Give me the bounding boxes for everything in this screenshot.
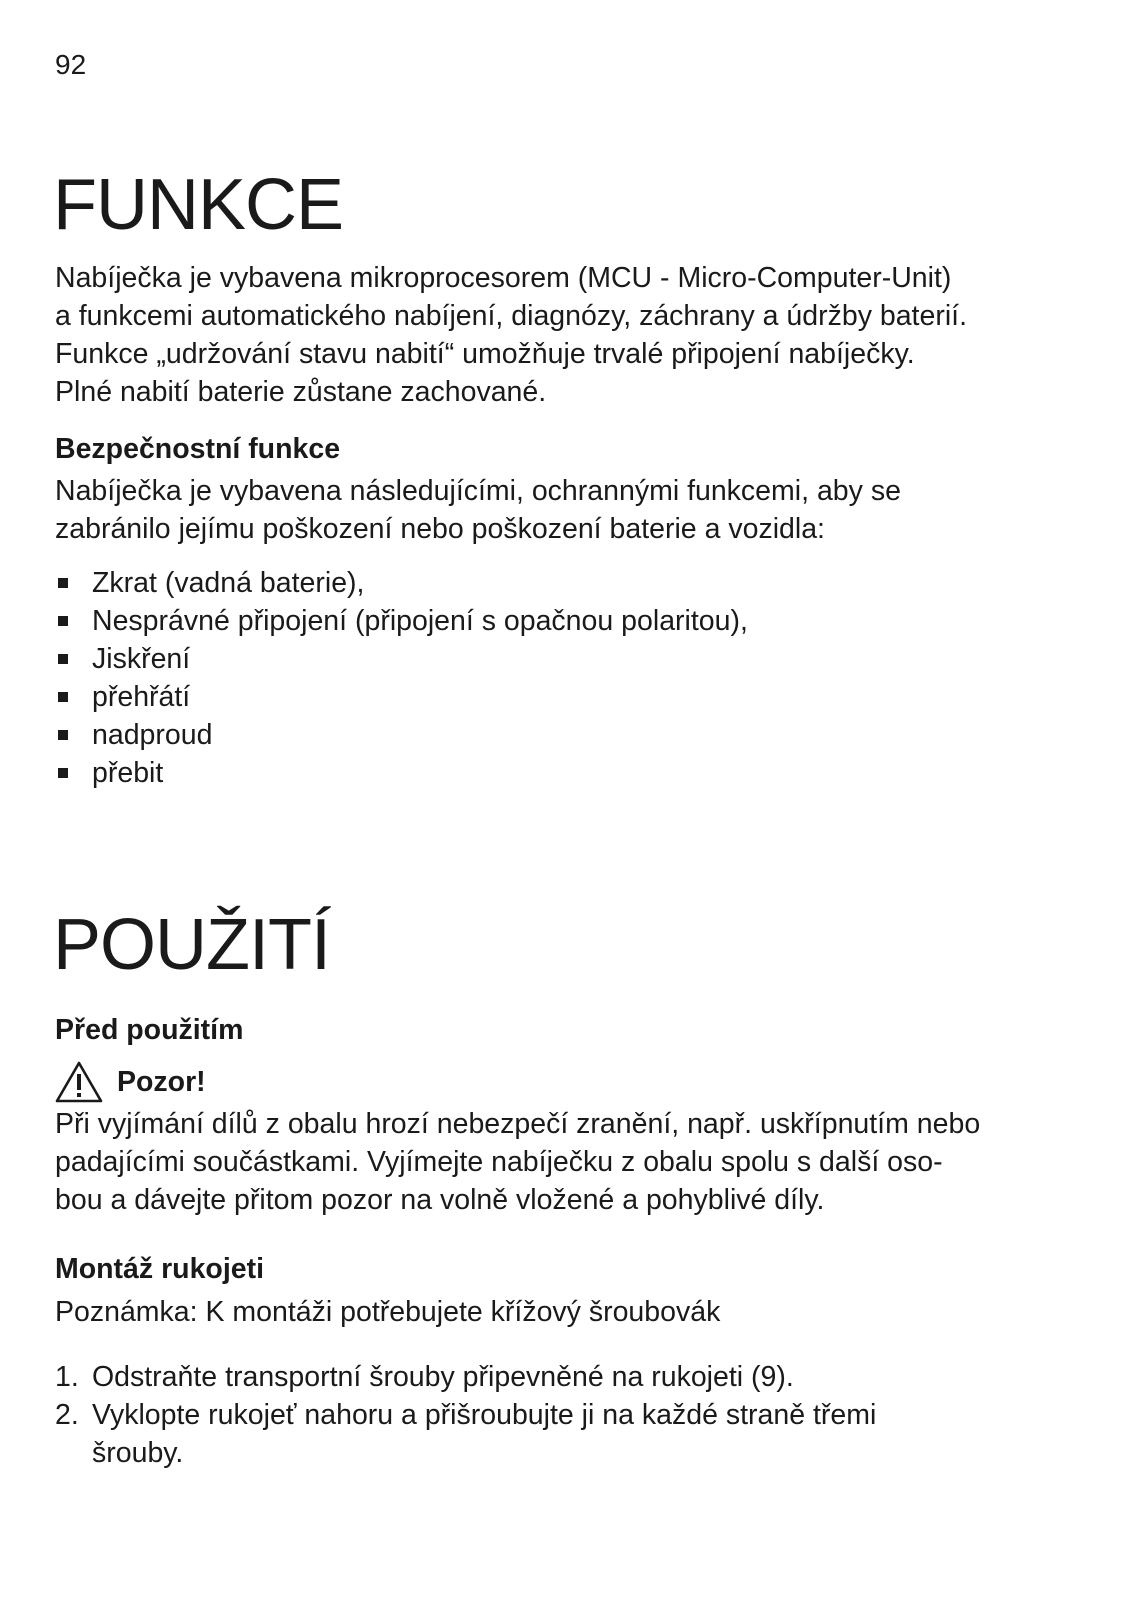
page-number: 92 <box>55 49 87 80</box>
paragraph-line: Nabíječka je vybavena mikroprocesorem (MCU - Micro-Computer-Unit) <box>55 262 952 294</box>
warning-label: Pozor! <box>117 1065 206 1098</box>
paragraph-line: Při vyjímání dílů z obalu hrozí nebezpečí zranění, např. uskřípnutím nebo <box>55 1108 981 1140</box>
square-bullet-icon <box>58 654 68 664</box>
step-item <box>55 1358 1095 1396</box>
list-item <box>55 754 748 792</box>
step-number: 1. <box>55 1361 79 1393</box>
list-item-text: Zkrat (vadná baterie), <box>92 567 365 599</box>
step-text: šrouby. <box>92 1437 184 1469</box>
section-title-funkce: FUNKCE <box>53 165 344 245</box>
safety-functions-list <box>55 564 748 792</box>
step-number: 2. <box>55 1399 79 1431</box>
warning-triangle-icon <box>55 1061 103 1103</box>
note-text: Poznámka: K montáži potřebujete křížový šroubovák <box>55 1296 721 1328</box>
before-use-heading: Před použitím <box>55 1014 244 1046</box>
funkce-intro-paragraph <box>55 259 1095 411</box>
warning-paragraph <box>55 1105 1095 1219</box>
paragraph-line: zabránilo jejímu poškození nebo poškození baterie a vozidla: <box>55 513 825 545</box>
list-item <box>55 640 748 678</box>
list-item-text: přebit <box>92 757 164 789</box>
list-item <box>55 678 748 716</box>
list-item-text: přehřátí <box>92 681 191 713</box>
list-item-text: Jiskření <box>92 643 191 675</box>
handle-assembly-heading: Montáž rukojeti <box>55 1253 265 1285</box>
paragraph-line: bou a dávejte přitom pozor na volně vložené a pohyblivé díly. <box>55 1184 825 1216</box>
paragraph-line: Funkce „udržování stavu nabití“ umožňuje trvalé připojení nabíječky. <box>55 338 915 370</box>
paragraph-line: a funkcemi automatického nabíjení, diagnózy, záchrany a údržby baterií. <box>55 300 967 332</box>
list-item-text: nadproud <box>92 719 213 751</box>
step-item <box>55 1396 1095 1472</box>
list-item <box>55 564 748 602</box>
list-item <box>55 602 748 640</box>
paragraph-line: padajícími součástkami. Vyjímejte nabíječku z obalu spolu s další oso- <box>55 1146 943 1178</box>
square-bullet-icon <box>58 616 68 626</box>
safety-functions-heading: Bezpečnostní funkce <box>55 433 341 465</box>
square-bullet-icon <box>58 768 68 778</box>
square-bullet-icon <box>58 730 68 740</box>
square-bullet-icon <box>58 578 68 588</box>
list-item <box>55 716 748 754</box>
assembly-steps-list <box>55 1358 1095 1472</box>
step-text: Vyklopte rukojeť nahoru a přišroubujte ji na každé straně třemi <box>92 1399 877 1431</box>
warning-callout <box>55 1058 206 1106</box>
paragraph-line: Nabíječka je vybavena následujícími, ochrannými funkcemi, aby se <box>55 475 901 507</box>
list-item-text: Nesprávné připojení (připojení s opačnou polaritou), <box>92 605 748 637</box>
paragraph-line: Plné nabití baterie zůstane zachované. <box>55 376 547 408</box>
square-bullet-icon <box>58 692 68 702</box>
step-text: Odstraňte transportní šrouby připevněné na rukojeti (9). <box>92 1361 794 1393</box>
safety-intro-paragraph <box>55 472 1095 548</box>
section-title-pouziti: POUŽITÍ <box>53 905 330 985</box>
assembly-note <box>55 1293 1095 1331</box>
